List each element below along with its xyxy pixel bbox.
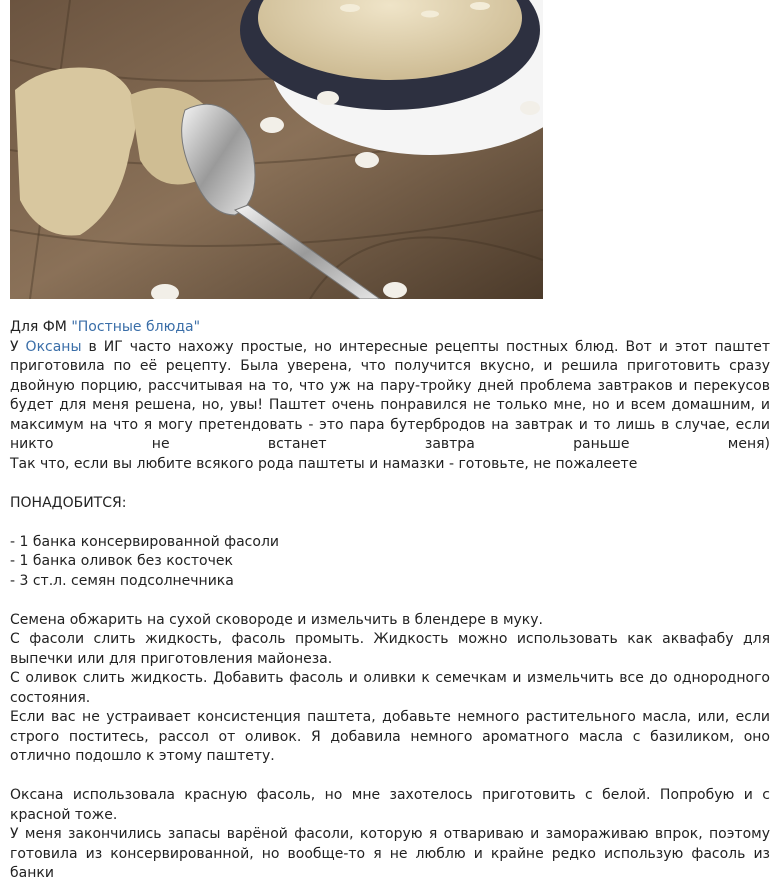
recipe-photo: [10, 0, 543, 299]
paragraph-2: Так что, если вы любите всякого рода паштеты и намазки - готовьте, не пожалеете: [10, 455, 638, 472]
step-2: С фасоли слить жидкость, фасоль промыть. Жидкость можно использовать как аквафабу для выпечки или для приготовления майонеза.: [10, 631, 770, 667]
step-4: Если вас не устраивает консистенция паштета, добавьте немного растительного масла, или, если строго поститесь, рассол от оливок. Я добавила немного ароматного масла с базиликом, оно отлично подошло к этому паштету.: [10, 709, 770, 764]
photo-illustration: [10, 0, 543, 299]
note-2: У меня закончились запасы варёной фасоли, которую я отвариваю и замораживаю впрок, поэтому готовила из консервированной, но вообще-то я не люблю и крайне редко использую фасоль из банки: [10, 826, 770, 881]
ingredients-title: ПОНАДОБИТСЯ:: [10, 494, 127, 511]
paragraph-1: [10, 338, 770, 455]
ingredient-item: - 1 банка оливок без косточек: [10, 553, 233, 569]
ingredient-item: - 3 ст.л. семян подсолнечника: [10, 572, 234, 589]
recipe-text: [10, 318, 770, 884]
para1-text: в ИГ часто нахожу простые, но интересные рецепты постных блюд. Вот и этот паштет приготовила по её рецепту. Была уверена, что получится вкусно, и решила приготовить сразу двойную порцию, рассчитывая на то, что уж на пару-тройку дней проблема завтраков и перекусов будет для меня решена, но, увы! Паштет очень понравился не только мне, но и всем домашним, и максимум на что я могу претендовать - это пара бутербродов на завтрак и то лишь в случае, если никто не встанет завтра раньше меня): [10, 338, 770, 452]
category-link[interactable]: "Постные блюда": [71, 319, 201, 335]
author-link[interactable]: Оксаны: [25, 338, 82, 355]
intro-prefix: Для ФМ: [10, 319, 72, 335]
step-1: Семена обжарить на сухой сковороде и измельчить в блендере в муку.: [10, 611, 543, 628]
para1-pre: У: [10, 338, 26, 355]
step-3: С оливок слить жидкость. Добавить фасоль и оливки к семечкам и измельчить все до однородного состояния.: [10, 670, 770, 706]
ingredient-item: - 1 банка консервированной фасоли: [10, 533, 279, 550]
intro-line: [10, 318, 770, 338]
note-1: Оксана использовала красную фасоль, но мне захотелось приготовить с белой. Попробую и с красной тоже.: [10, 787, 770, 823]
